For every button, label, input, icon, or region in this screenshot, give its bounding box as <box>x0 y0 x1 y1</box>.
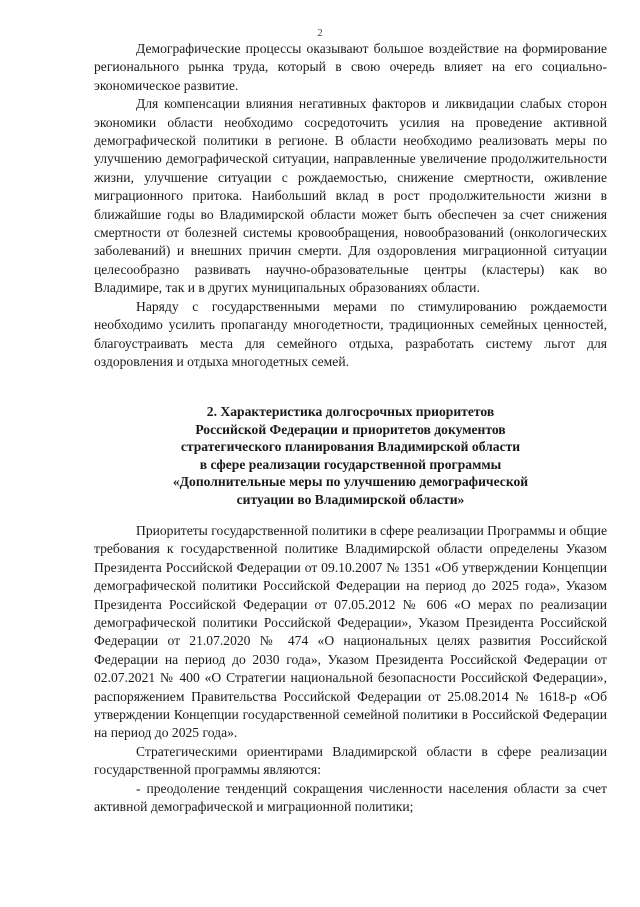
heading-line: «Дополнительные меры по улучшению демографической <box>172 474 529 490</box>
paragraph: Стратегическими ориентирами Владимирской области в сфере реализации государственной программы являются: <box>94 743 607 778</box>
paragraph: Для компенсации влияния негативных факторов и ликвидации слабых сторон экономики области необходимо сосредоточить усилия на проведение активной демографической политики в регионе. В области необходимо реализовать меры по улучшению демографической ситуации, направленные увеличение продолжительности жизни, улучшение ситуации с рождаемостью, снижение смертности, оживление миграционного притока. Наибольший вклад в рост продолжительности жизни в ближайшие годы во Владимирской области может быть обеспечен за счет снижения смертности от болезней системы кровообращения, новообразований (онкологических заболеваний) и внешних причин смерти. Для оздоровления миграционной ситуации целесообразно развивать научно-образовательные центры (кластеры) как во Владимире, так и в других муниципальных образованиях области. <box>94 96 607 296</box>
paragraph: - преодоление тенденций сокращения численности населения области за счет активной демографической и миграционной политики; <box>94 780 607 815</box>
heading-line: ситуации во Владимирской области» <box>236 491 465 507</box>
heading-line: в сфере реализации государственной программы <box>199 456 502 472</box>
paragraph: Демографические процессы оказывают большое воздействие на формирование регионального рынка труда, который в свою очередь влияет на его социально-экономическое развитие. <box>94 41 607 93</box>
page-number: 2 <box>317 27 323 39</box>
heading-line: Российской Федерации и приоритетов документов <box>195 421 506 437</box>
intro-text <box>94 40 607 371</box>
section-heading <box>94 403 607 509</box>
paragraph: Приоритеты государственной политики в сфере реализации Программы и общие требования к государственной политике Владимирской области определены Указом Президента Российской Федерации от 09.10.2007 № 1351 «Об утверждении Концепции демографической политики Российской Федерации на период до 2025 года», Указом Президента Российской Федерации от 07.05.2012 № 606 «О мерах по реализации демографической политики Российской Федерации», Указом Президента Российской Федерации от 21.07.2020 № 474 «О национальных целях развития Российской Федерации на период до 2030 года», Указом Президента Российской Федерации от 02.07.2021 № 400 «О Стратегии национальной безопасности Российской Федерации», распоряжением Правительства Российской Федерации от 25.08.2014 № 1618-р «Об утверждении Концепции государственной семейной политики в Российской Федерации на период до 2025 года». <box>94 523 607 741</box>
heading-line: стратегического планирования Владимирской области <box>180 439 521 455</box>
heading-line: 2. Характеристика долгосрочных приоритетов <box>206 404 495 419</box>
body-text <box>94 522 607 817</box>
paragraph: Наряду с государственными мерами по стимулированию рождаемости необходимо усилить пропаганду многодетности, традиционных семейных ценностей, благоустраивать места для семейного отдыха, разработать систему льгот для оздоровления и отдыха многодетных семей. <box>94 298 607 369</box>
